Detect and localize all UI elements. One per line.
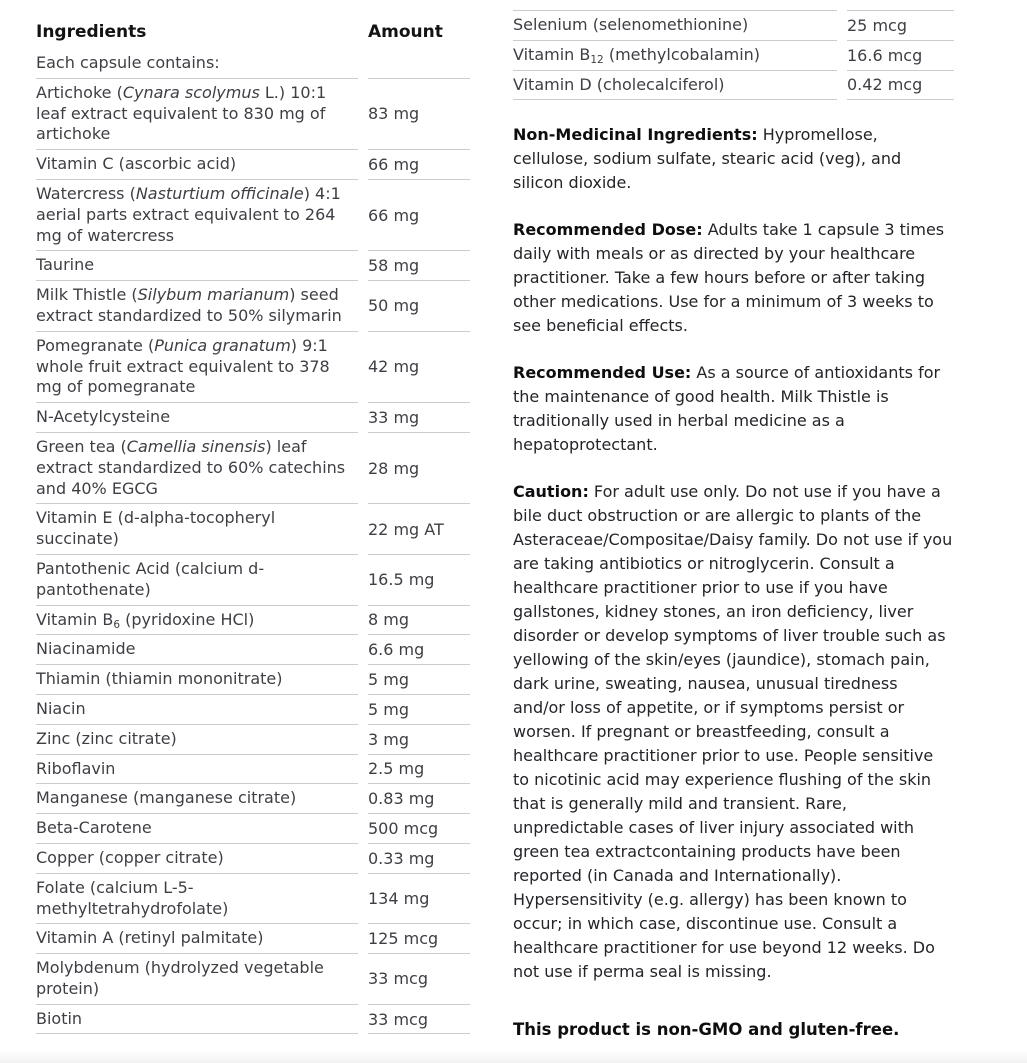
ingredient-name: Pantothenic Acid (calcium d-pantothenate) (36, 555, 358, 606)
section-label: Recommended Use: (513, 363, 692, 383)
table-row (36, 844, 470, 874)
table-row (36, 695, 470, 725)
ingredient-amount: 0.42 mcg (847, 71, 954, 101)
table-row (513, 41, 954, 71)
ingredient-name: Niacin (36, 695, 358, 725)
ingredient-name: Copper (copper citrate) (36, 844, 358, 874)
ingredient-name: Thiamin (thiamin mononitrate) (36, 665, 358, 695)
ingredient-name: Biotin (36, 1005, 358, 1035)
ingredient-name: Molybdenum (hydrolyzed vegetable protein) (36, 954, 358, 1005)
header-ingredients-label: Ingredients (36, 22, 147, 42)
ingredients-table-right (513, 10, 954, 100)
table-row (36, 1005, 470, 1035)
ingredient-amount: 42 mg (368, 332, 470, 403)
ingredient-amount (368, 49, 470, 79)
table-row (36, 725, 470, 755)
ingredient-amount: 28 mg (368, 433, 470, 504)
table-row (36, 433, 470, 504)
table-row (36, 874, 470, 925)
bottom-fade-decoration (0, 1050, 1027, 1063)
table-row (36, 755, 470, 785)
ingredient-amount: 0.33 mg (368, 844, 470, 874)
ingredient-amount: 500 mcg (368, 814, 470, 844)
ingredient-name: Vitamin $B_6$ (pyridoxine HCl) (36, 606, 358, 636)
ingredient-amount: 58 mg (368, 251, 470, 281)
ingredient-name: Taurine (36, 251, 358, 281)
table-row (36, 150, 470, 180)
ingredient-name: Selenium (selenomethionine) (513, 10, 837, 41)
table-row (36, 403, 470, 433)
ingredient-amount: 83 mg (368, 79, 470, 150)
ingredient-amount: 125 mcg (368, 924, 470, 954)
ingredient-name: Beta-Carotene (36, 814, 358, 844)
table-row (36, 814, 470, 844)
table-row (513, 10, 954, 41)
ingredient-amount: 66 mg (368, 180, 470, 251)
ingredient-name: Green tea (Camellia sinensis) leaf extract standardized to 60% catechins and 40% EGCG (36, 433, 358, 504)
ingredient-amount: 33 mg (368, 403, 470, 433)
table-row (36, 665, 470, 695)
right-column (513, 10, 954, 1042)
ingredient-name: Each capsule contains: (36, 49, 358, 79)
ingredient-name: Vitamin E (d-alpha-tocopheryl succinate) (36, 504, 358, 555)
ingredient-amount: 25 mcg (847, 10, 954, 41)
section-label: Recommended Dose: (513, 220, 703, 240)
ingredient-amount: 5 mg (368, 665, 470, 695)
table-row (36, 504, 470, 555)
section-label: Caution: (513, 482, 589, 502)
ingredient-amount: 5 mg (368, 695, 470, 725)
ingredients-table-left (36, 20, 470, 1034)
ingredient-amount: 22 mg AT (368, 504, 470, 555)
ingredient-amount: 134 mg (368, 874, 470, 925)
table-row (36, 251, 470, 281)
ingredient-amount: 33 mcg (368, 954, 470, 1005)
table-row (36, 606, 470, 636)
ingredient-name: N-Acetylcysteine (36, 403, 358, 433)
ingredient-name: Folate (calcium L-5-methyltetrahydrofolate) (36, 874, 358, 925)
table-rows-left (36, 49, 470, 1034)
info-section: Non-Medicinal Ingredients: Hypromellose, cellulose, sodium sulfate, stearic acid (veg), and silicon dioxide. (513, 125, 902, 193)
ingredient-name: Zinc (zinc citrate) (36, 725, 358, 755)
table-row (36, 784, 470, 814)
ingredient-name: Niacinamide (36, 635, 358, 665)
ingredient-amount: 66 mg (368, 150, 470, 180)
ingredient-name: Watercress (Nasturtium officinale) 4:1 aerial parts extract equivalent to 264 mg of watercress (36, 180, 358, 251)
table-row (36, 635, 470, 665)
section-label: Non-Medicinal Ingredients: (513, 125, 758, 145)
ingredient-name: Riboflavin (36, 755, 358, 785)
ingredient-name: Vitamin $B_{12}$ (methylcobalamin) (513, 41, 837, 71)
ingredient-amount: 0.83 mg (368, 784, 470, 814)
table-row (36, 954, 470, 1005)
table-row (513, 71, 954, 101)
ingredient-amount: 3 mg (368, 725, 470, 755)
ingredient-name: Milk Thistle (Silybum marianum) seed extract standardized to 50% silymarin (36, 281, 358, 332)
table-row (36, 281, 470, 332)
info-section: Recommended Use: As a source of antioxidants for the maintenance of good health. Milk Thistle is traditionally used in herbal medicine as a hepatoprotectant. (513, 363, 941, 455)
ingredient-amount: 50 mg (368, 281, 470, 332)
ingredient-name: Pomegranate (Punica granatum) 9:1 whole fruit extract equivalent to 378 mg of pomegranate (36, 332, 358, 403)
ingredient-amount: 33 mcg (368, 1005, 470, 1035)
ingredient-name: Manganese (manganese citrate) (36, 784, 358, 814)
table-row (36, 49, 470, 79)
ingredient-amount: 16.5 mg (368, 555, 470, 606)
table-row (36, 180, 470, 251)
ingredient-name: Artichoke (Cynara scolymus L.) 10:1 leaf extract equivalent to 830 mg of artichoke (36, 79, 358, 150)
table-row (36, 924, 470, 954)
ingredient-amount: 16.6 mcg (847, 41, 954, 71)
ingredient-amount: 2.5 mg (368, 755, 470, 785)
table-row (36, 332, 470, 403)
info-section: Recommended Dose: Adults take 1 capsule 3 times daily with meals or as directed by your healthcare practitioner. Take a few hours before or after taking other medications. Use for a minimum of 3 weeks to see beneficial effects. (513, 220, 945, 336)
header-amount-label: Amount (368, 22, 443, 42)
info-section: Caution: For adult use only. Do not use if you have a bile duct obstruction or are allergic to plants of the Asteraceae/Compositae/Daisy family. Do not use if you are taking antibiotics or nitroglycerin. Consult a healthcare practitioner prior to use if you have gallstones, kidney stones, an iron deficiency, liver disorder or develop symptoms of liver trouble such as yellowing of the skin/eyes (jaundice), stomach pain, dark urine, sweating, nausea, unusual tiredness and/or loss of appetite, or if symptoms persist or worsen. If pregnant or breastfeeding, consult a healthcare practitioner prior to use. People sensitive to nicotinic acid may experience flushing of the skin that is generally mild and transient. Rare, unpredictable cases of liver injury associated with green tea extractcontaining products have been reported (in Canada and Internationally). Hypersensitivity (e.g. allergy) has been known to occur; in which case, discontinue use. Consult a healthcare practitioner for use beyond 12 weeks. Do not use if perma seal is missing. (513, 482, 953, 982)
footer-note: This product is non-GMO and gluten-free. (513, 1020, 900, 1040)
table-row (36, 79, 470, 150)
table-row (36, 555, 470, 606)
ingredient-amount: 6.6 mg (368, 635, 470, 665)
ingredient-name: Vitamin A (retinyl palmitate) (36, 924, 358, 954)
ingredient-name: Vitamin C (ascorbic acid) (36, 150, 358, 180)
table-header (36, 20, 470, 49)
ingredient-amount: 8 mg (368, 606, 470, 636)
ingredient-name: Vitamin D (cholecalciferol) (513, 71, 837, 101)
info-sections (513, 123, 954, 984)
